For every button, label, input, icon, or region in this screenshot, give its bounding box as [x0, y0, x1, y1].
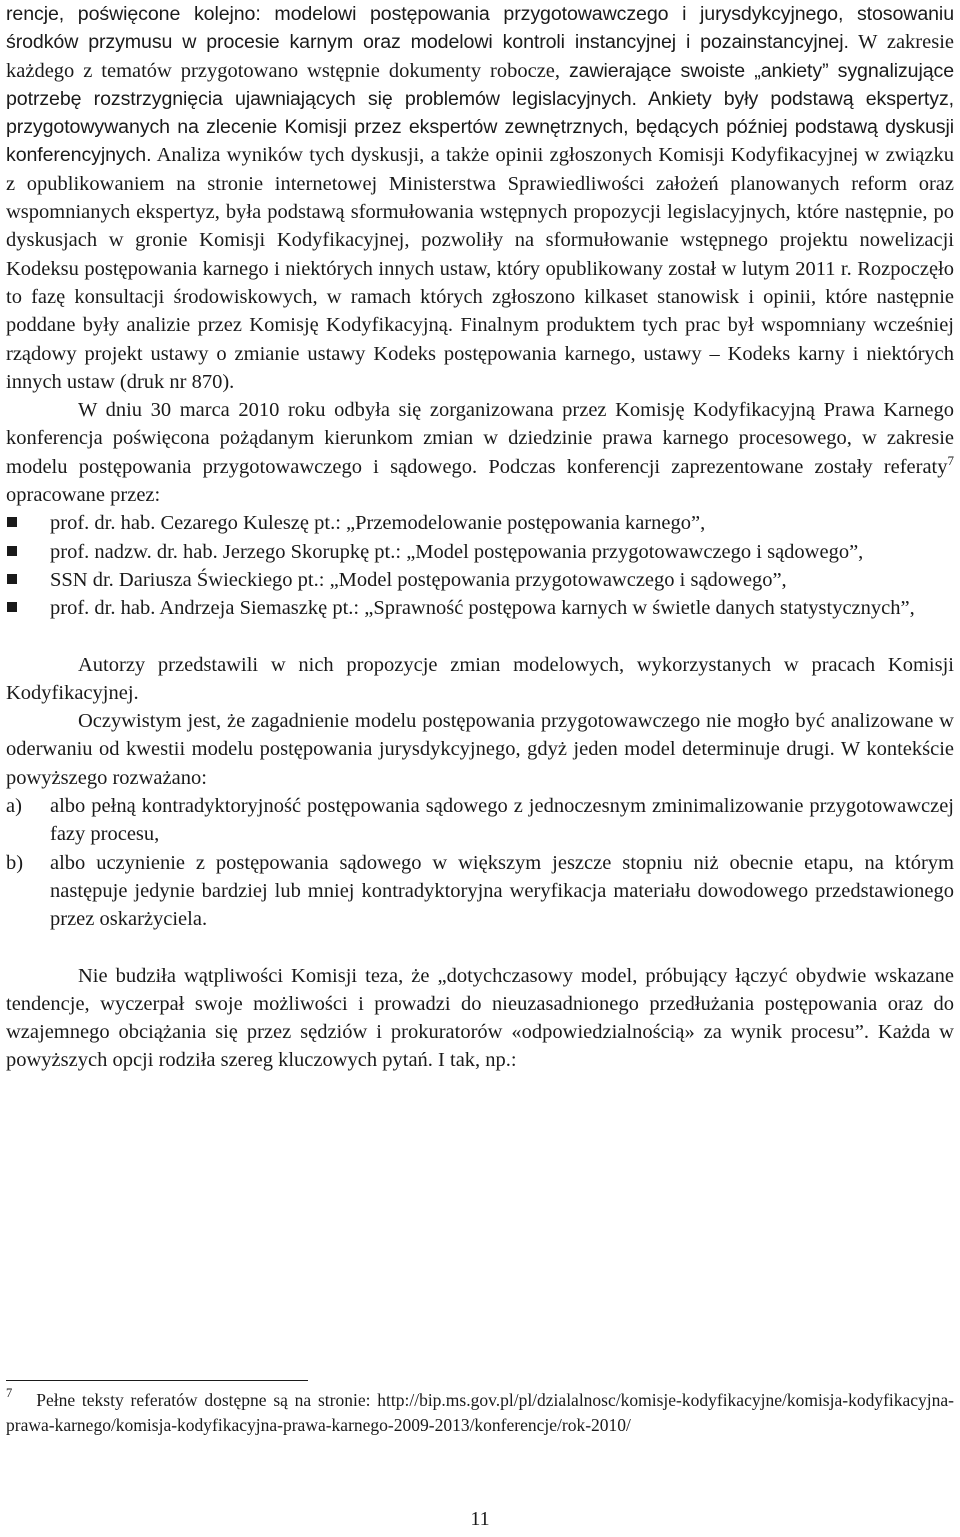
list-item	[6, 849, 954, 934]
paragraph-intro-part-d: Analiza wyników tych dyskusji, a także opinii zgłoszonych Komisji Kodyfikacyjnej w związku z opublikowaniem na stronie internetowej Ministerstwa Sprawiedliwości założeń planowanych reform oraz wspomnianych ekspertyz, była podstawą sformułowania wstępnych propozycji legislacyjnych, które następnie, po dyskusjach w gronie Komisji Kodyfikacyjnej, pozwoliły na sformułowanie wstępnego projektu nowelizacji Kodeksu postępowania karnego i niektórych innych ustaw, który opublikowany został w lutym 2011 r. Rozpoczęło to fazę konsultacji środowiskowych, w ramach których zgłoszono kilkaset stanowisk i opinii, które następnie poddane były analizie przez Komisję Kodyfikacyjną. Finalnym produktem tych prac był wspomniany wcześniej rządowy projekt ustawy o zmianie ustawy Kodeks postępowania karnego, ustawy – Kodeks karny i niektórych innych ustaw (druk nr 870).	[6, 144, 954, 393]
list-item-text: albo pełną kontradyktoryjność postępowania sądowego z jednoczesnym zminimalizowanie przygotowawczej fazy procesu,	[50, 795, 954, 846]
speaker-list	[6, 509, 954, 622]
paragraph-conference-tail: opracowane przez:	[6, 484, 161, 507]
list-item	[6, 566, 954, 594]
paragraph-conference-text: W dniu 30 marca 2010 roku odbyła się zorganizowana przez Komisję Kodyfikacyjną Prawa Karnego konferencja poświęcona pożądanym kierunkom zmian w dziedzinie prawa karnego procesowego, w zakresie modelu postępowania przygotowawczego i sądowego. Podczas konferencji zaprezentowane zostały referaty	[6, 399, 954, 478]
footnote	[6, 1388, 954, 1437]
list-item-text: albo uczynienie z postępowania sądowego w większym jeszcze stopniu niż obecnie etapu, na którym następuje jedynie bardziej lub mniej kontradyktoryjna weryfikacja materiału dowodowego przedstawionego przez oskarżyciela.	[50, 851, 954, 931]
body-text	[6, 0, 954, 1075]
blank-line	[6, 623, 954, 651]
page-number: 11	[470, 1508, 490, 1530]
paragraph-intro-part-b: W zakresie każdego z tematów przygotowano wstępnie dokumenty robocze,	[6, 31, 954, 82]
list-item-text: prof. dr. hab. Andrzeja Siemaszkę pt.: „Sprawność postępowa karnych w świetle danych statystycznych”,	[50, 597, 915, 620]
list-item-text: prof. dr. hab. Cezarego Kuleszę pt.: „Przemodelowanie postępowania karnego”,	[50, 512, 706, 535]
paragraph-conference	[6, 396, 954, 509]
list-item-text: prof. nadzw. dr. hab. Jerzego Skorupkę pt.: „Model postępowania przygotowawczego i sądowego”,	[50, 540, 864, 563]
paragraph-intro-part-a: rencje, poświęcone kolejno: modelowi postępowania przygotowawczego i jurysdykcyjnego, stosowaniu środków przymusu w procesie karnym oraz modelowi kontroli instancyjnej i pozainstancyjnej.	[6, 3, 954, 54]
list-marker: a)	[6, 795, 22, 818]
square-bullet-icon	[7, 517, 17, 527]
list-item	[6, 792, 954, 849]
footnote-number: 7	[6, 1386, 13, 1400]
paragraph-thesis: Nie budziła wątpliwości Komisji teza, że „dotychczasowy model, próbujący łączyć obydwie wskazane tendencje, wyczerpał swoje możliwości i prowadzi do nieuzasadnionego przedłużania postępowania oraz do wzajemnego obciążania się przez sędziów i prokuratorów «odpowiedzialnością» za wynik procesu”. Każda w powyższych opcji rodziła szereg kluczowych pytań. I tak, np.:	[6, 964, 954, 1072]
list-item	[6, 538, 954, 566]
list-item	[6, 509, 954, 537]
list-item-text: SSN dr. Dariusza Świeckiego pt.: „Model postępowania przygotowawczego i sądowego”,	[50, 568, 787, 591]
options-list	[6, 792, 954, 933]
footnote-text[interactable]: Pełne teksty referatów dostępne są na stronie: http://bip.ms.gov.pl/pl/dzialalnosc/komisje-kodyfikacyjne/komisja-kodyfikacyjna-prawa-karnego/komisja-kodyfikacyjna-prawa-karnego-2009-2013/konferencje/rok-2010/	[6, 1390, 954, 1435]
square-bullet-icon	[7, 602, 17, 612]
square-bullet-icon	[7, 546, 17, 556]
square-bullet-icon	[7, 574, 17, 584]
blank-line	[6, 934, 954, 962]
footnote-separator	[6, 1380, 308, 1381]
paragraph-intro	[6, 0, 954, 396]
paragraph-intro-part-c: zawierające swoiste „ankiety” sygnalizujące potrzebę rozstrzygnięcia ujawniających się problemów legislacyjnych. Ankiety były podstawą ekspertyz, przygotowywanych na zlecenie Komisji przez ekspertów zewnętrznych, będących później podstawą dyskusji konferencyjnych.	[6, 59, 954, 167]
paragraph-authors: Autorzy przedstawili w nich propozycje zmian modelowych, wykorzystanych w pracach Komisji Kodyfikacyjnej.	[6, 653, 954, 704]
list-item	[6, 594, 954, 622]
list-marker: b)	[6, 851, 24, 874]
paragraph-model: Oczywistym jest, że zagadnienie modelu postępowania przygotowawczego nie mogło być analizowane w oderwaniu od kwestii modelu postępowania jurysdykcyjnego, gdyż jeden model determinuje drugi. W kontekście powyższego rozważano:	[6, 710, 954, 789]
footnote-reference[interactable]: 7	[947, 452, 954, 468]
